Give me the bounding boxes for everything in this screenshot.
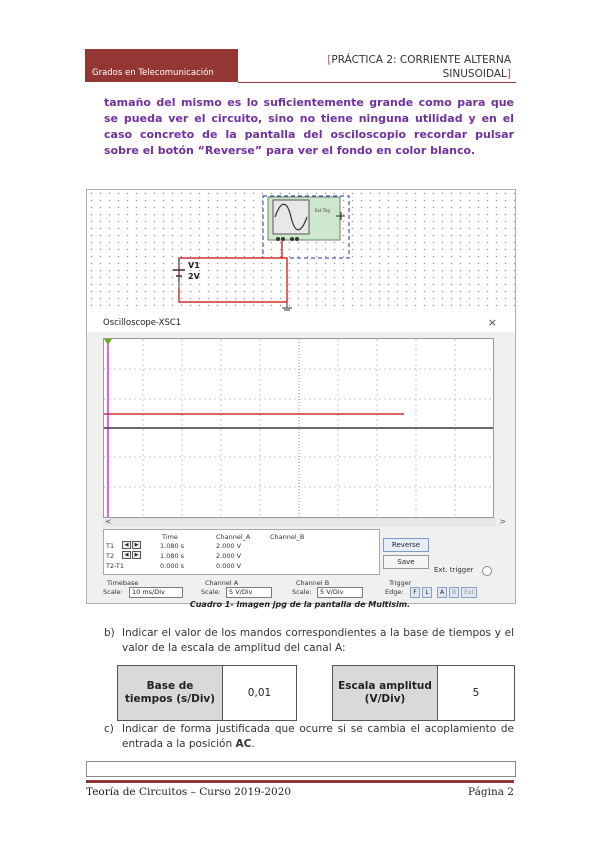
answer-box[interactable] — [86, 761, 516, 777]
footer-course: Teoría de Circuitos – Curso 2019-2020 — [86, 786, 292, 798]
source-value: 2V — [188, 272, 200, 281]
item-b-text: Indicar el valor de los mandos correspondientes a la base de tiempos y el valor de la escala de amplitud del canal A: — [122, 627, 514, 654]
t2-left-arrow-icon[interactable]: ◀ — [122, 551, 131, 559]
header-program-label: Grados en Telecomunicación — [92, 68, 214, 78]
edge-falling-button[interactable]: L — [422, 587, 432, 598]
row-t1-label: T1 — [106, 542, 115, 550]
time-base-header: Base de tiempos (s/Div) — [118, 666, 223, 720]
row-t2-t1-time: 0.000 s — [160, 562, 185, 570]
save-button[interactable]: Save — [383, 555, 429, 569]
header-rule — [238, 82, 516, 83]
item-c-label: c) — [104, 723, 114, 735]
multisim-screenshot — [86, 189, 516, 604]
item-c-text-bold: AC — [235, 738, 252, 750]
t1-left-arrow-icon[interactable]: ◀ — [122, 541, 131, 549]
oscilloscope-screen — [103, 338, 494, 518]
edge-rising-button[interactable]: F — [410, 587, 420, 598]
item-b-label: b) — [104, 627, 115, 639]
title-bracket-close: ] — [506, 68, 511, 80]
circuit-workspace — [87, 190, 515, 312]
item-c — [104, 722, 514, 752]
row-t2-time: 1.080 s — [160, 552, 185, 560]
trigger-source-a-button[interactable]: A — [437, 587, 447, 598]
oscilloscope-title: Oscilloscope-XSC1 — [103, 318, 182, 328]
timebase-scale-field[interactable]: 10 ms/Div — [129, 587, 183, 598]
channel-a-group-label: Channel A — [205, 579, 239, 587]
trigger-source-b-button[interactable]: B — [449, 587, 459, 598]
time-base-value: 0,01 — [247, 687, 272, 699]
trigger-source-ext-button[interactable]: Ext — [461, 587, 477, 598]
t2-right-arrow-icon[interactable]: ▶ — [132, 551, 141, 559]
ext-trigger-radio[interactable] — [482, 566, 492, 576]
horizontal-scrollbar[interactable] — [103, 517, 506, 527]
readout-header-channel-b: Channel_B — [270, 533, 305, 541]
footer-rule — [86, 780, 514, 783]
oscilloscope-titlebar — [87, 316, 515, 332]
timebase-scale-label: Scale: — [103, 588, 123, 596]
row-t1-time: 1.080 s — [160, 542, 185, 550]
header-program-box — [85, 49, 238, 82]
table-time-base — [117, 665, 297, 721]
item-c-text-main: Indicar de forma justificada que ocurre si se cambia el acoplamiento de entrada a la posición — [122, 723, 514, 750]
circuit-schematic — [87, 190, 515, 312]
channel-b-scale-field[interactable]: 5 V/Div — [317, 587, 363, 598]
title-line2: SINUSOIDAL — [442, 68, 507, 80]
row-t2-t1-channel-a: 0.000 V — [216, 562, 242, 570]
item-c-text-end: . — [251, 738, 255, 750]
channel-a-scale-field[interactable]: 5 V/Div — [226, 587, 272, 598]
intro-paragraph: tamaño del mismo es lo suficientemente grande como para que se pueda ver el circuito, sino no tiene ninguna utilidad y en el caso concreto de la pantalla del osciloscopio recordar pulsar sobre el botón “Reverse” para ver el fondo en color blanco. — [104, 96, 514, 157]
reverse-button[interactable]: Reverse — [383, 538, 429, 552]
cursor-1-marker-icon — [104, 339, 112, 345]
source-label: V1 — [188, 261, 200, 270]
timebase-group-label: Timebase — [107, 579, 139, 587]
readout-header-time: Time — [162, 533, 178, 541]
row-t2-label: T2 — [106, 552, 115, 560]
figure-caption: Cuadro 1- Imagen jpg de la pantalla de Multisim. — [189, 600, 411, 609]
footer-page-number: Página 2 — [468, 786, 514, 798]
scroll-right-icon[interactable]: > — [499, 517, 506, 526]
instrument-ext-trig-label: Ext Trig — [315, 208, 330, 213]
header-title — [261, 53, 511, 81]
oscilloscope-window — [87, 316, 515, 603]
amplitude-scale-header: Escala amplitud (V/Div) — [333, 666, 438, 720]
ext-trigger-label: Ext. trigger — [434, 566, 474, 574]
item-b — [104, 626, 514, 656]
close-icon[interactable]: × — [487, 316, 497, 329]
channel-b-group-label: Channel B — [296, 579, 330, 587]
table-amplitude-scale — [332, 665, 515, 721]
row-t2-channel-a: 2.000 V — [216, 552, 242, 560]
title-line1: PRÁCTICA 2: CORRIENTE ALTERNA — [331, 54, 511, 66]
edge-label: Edge: — [385, 588, 404, 596]
trigger-group-label: Trigger — [389, 579, 412, 587]
title-bracket-open: [ — [327, 54, 332, 66]
row-t2-t1-label: T2-T1 — [106, 562, 124, 570]
oscilloscope-display — [104, 339, 493, 517]
item-c-text — [122, 722, 514, 752]
scroll-left-icon[interactable]: < — [105, 517, 112, 526]
t1-right-arrow-icon[interactable]: ▶ — [132, 541, 141, 549]
channel-b-scale-label: Scale: — [292, 588, 312, 596]
row-t1-channel-a: 2.000 V — [216, 542, 242, 550]
readout-header-channel-a: Channel_A — [216, 533, 251, 541]
cursor-readout-panel — [103, 529, 380, 575]
channel-a-scale-label: Scale: — [201, 588, 221, 596]
amplitude-scale-value: 5 — [472, 687, 480, 699]
